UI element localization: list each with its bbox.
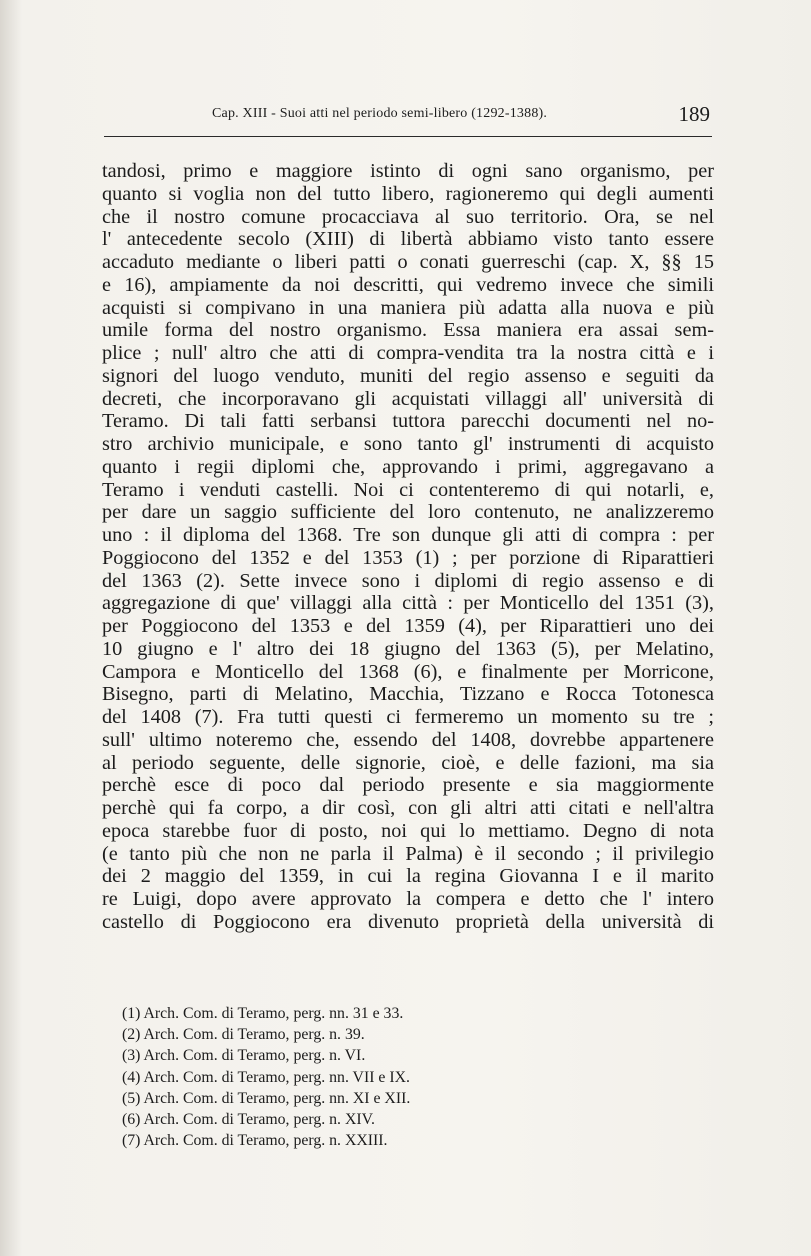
text-line: Poggiocono del 1352 e del 1353 (1) ; per porzione di Riparattieri [102,546,714,569]
text-line: al periodo seguente, delle signorie, cioè, e delle fazioni, ma sia [102,751,714,774]
text-line: decreti, che incorporavano gli acquistati villaggi all' università di [102,387,714,410]
text-line: acquisti si compivano in una maniera più adatta alla nuova e più [102,296,714,319]
footnote: (6) Arch. Com. di Teramo, perg. n. XIV. [122,1110,375,1128]
text-line: l' antecedente secolo (XIII) di libertà abbiamo visto tanto essere [102,228,714,251]
text-line: (e tanto più che non ne parla il Palma) è il secondo ; il privilegio [102,842,714,865]
text-line: accaduto mediante o liberi patti o conati guerreschi (cap. X, §§ 15 [102,251,714,273]
footnote: (4) Arch. Com. di Teramo, perg. nn. VII e IX. [122,1068,411,1086]
text-line: 10 giugno e l' altro dei 18 giugno del 1363 (5), per Melatino, [102,637,714,660]
text-line: Teramo i venduti castelli. Noi ci contenteremo di qui notarli, e, [102,478,714,501]
text-line: umile forma del nostro organismo. Essa maniera era assai sem- [102,319,714,342]
running-head [104,100,712,137]
text-line: re Luigi, dopo avere approvato la compera e detto che l' intero [102,888,714,910]
text-line: uno : il diploma del 1368. Tre son dunque gli atti di compra : per [102,524,714,546]
text-line: per dare un saggio sufficiente del loro contenuto, ne analizzeremo [102,501,714,524]
body-text [102,160,714,934]
text-line: che il nostro comune procacciava al suo territorio. Ora, se nel [102,205,714,228]
footnote: (7) Arch. Com. di Teramo, perg. n. XXIII. [122,1132,388,1150]
text-line: perchè esce di poco dal periodo presente e sia maggiormente [102,774,714,797]
footnote: (2) Arch. Com. di Teramo, perg. n. 39. [122,1026,365,1044]
text-line: quanto si voglia non del tutto libero, ragioneremo qui degli aumenti [102,182,714,205]
text-line: del 1408 (7). Fra tutti questi ci fermeremo un momento su tre ; [102,706,714,728]
footnotes [122,1003,542,1151]
text-line: dei 2 maggio del 1359, in cui la regina Giovanna I e il marito [102,865,714,888]
running-title: Cap. XIII - Suoi atti nel periodo semi-libero (1292-1388). [212,106,548,121]
footnote: (1) Arch. Com. di Teramo, perg. nn. 31 e 33. [122,1005,404,1022]
text-line: per Poggiocono del 1353 e del 1359 (4), per Riparattieri uno dei [102,615,714,637]
text-line: stro archivio municipale, e sono tanto gl' instrumenti di acquisto [102,433,714,455]
text-line: perchè qui fa corpo, a dir così, con gli altri atti citati e nell'altra [102,797,714,819]
text-line: sull' ultimo noteremo che, essendo del 1408, dovrebbe appartenere [102,728,714,751]
text-line: epoca starebbe fuor di posto, noi qui lo mettiamo. Degno di nota [102,819,714,842]
text-line: tandosi, primo e maggiore istinto di ogni sano organismo, per [102,160,714,182]
text-line: Teramo. Di tali fatti serbansi tuttora parecchi documenti nel no- [102,410,714,433]
footnote: (3) Arch. Com. di Teramo, perg. n. VI. [122,1047,366,1065]
footnote: (5) Arch. Com. di Teramo, perg. nn. XI e XII. [122,1089,411,1107]
text-line: aggregazione di que' villaggi alla città : per Monticello del 1351 (3), [102,592,714,615]
text-line: del 1363 (2). Sette invece sono i diplomi di regio assenso e di [102,569,714,592]
text-line: quanto i regii diplomi che, approvando i primi, aggregavano a [102,455,714,478]
page-number: 189 [678,102,710,126]
text-line: plice ; null' altro che atti di compra-vendita tra la nostra città e i [102,342,714,364]
text-line: Bisegno, parti di Melatino, Macchia, Tizzano e Rocca Totonesca [102,683,714,706]
text-line: Campora e Monticello del 1368 (6), e finalmente per Morricone, [102,660,714,683]
text-line: e 16), ampiamente da noi descritti, qui vedremo invece che simili [102,273,714,296]
text-line: signori del luogo venduto, muniti del regio assenso e seguiti da [102,364,714,387]
text-line: castello di Poggiocono era divenuto proprietà della università di [102,910,714,933]
